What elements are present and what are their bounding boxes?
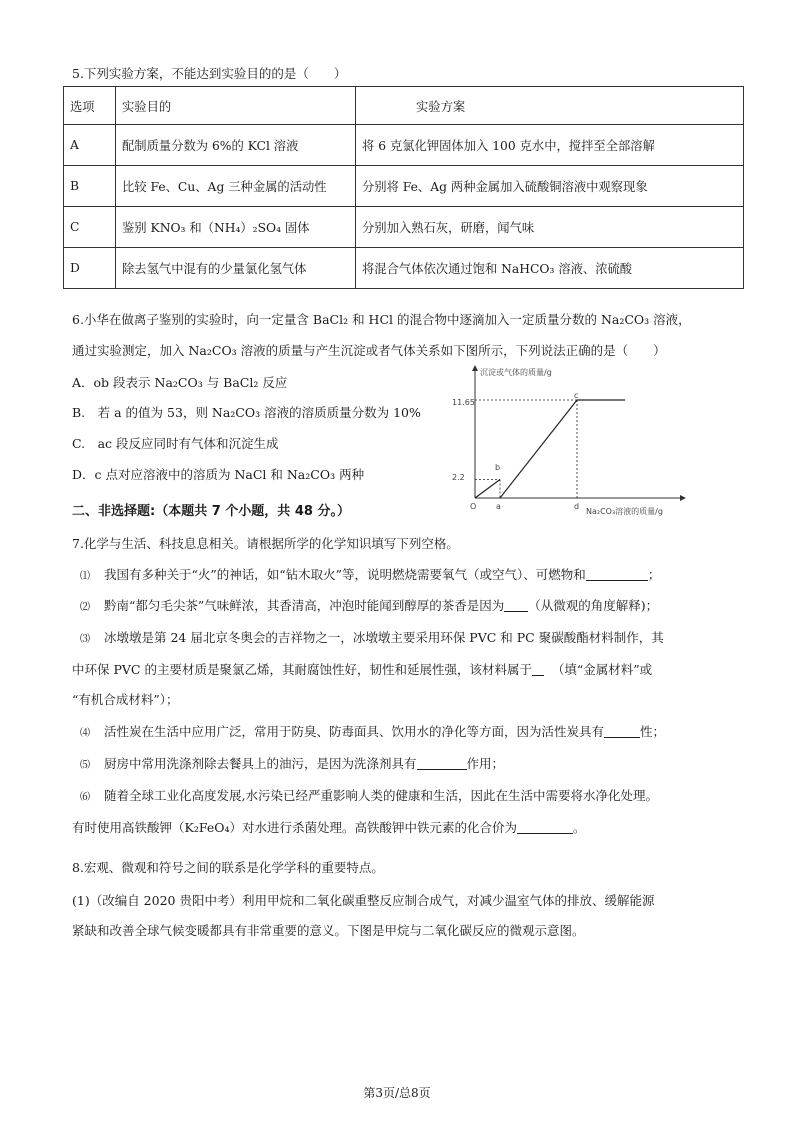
q7-item-after: ； (647, 567, 661, 582)
q7-item-after: 作用； (466, 756, 505, 771)
q5-row-goal: 除去氢气中混有的少量氯化氢气体 (116, 248, 356, 289)
q7-item-after: （填“金属材料”或 (551, 662, 653, 677)
answer-blank[interactable] (504, 598, 528, 612)
q5-row-plan: 分别加入熟石灰，研磨，闻气味 (356, 207, 744, 248)
q5-row-plan: 分别将 Fe、Ag 两种金属加入硫酸铜溶液中观察现象 (356, 166, 744, 207)
chart-x-tick: a (496, 502, 501, 511)
q7-item-number: ⑵ (80, 602, 90, 613)
q7-item-6 (80, 786, 658, 804)
q6-chart (440, 362, 700, 522)
table-row (64, 166, 744, 207)
q7-item-6-cont (72, 818, 586, 836)
q6-stem-line2: 通过实验测定，加入 Na₂CO₃ 溶液的质量与产生沉淀或者气体关系如下图所示，下列说法正确的是（ ） (72, 343, 666, 358)
q7-item-3-cont (72, 660, 652, 678)
q7-item-4 (80, 722, 665, 740)
q7-item-text: 厨房中常用洗涤剂除去餐具上的油污，是因为洗涤剂具有 (103, 756, 417, 771)
q7-item-after: 。 (573, 820, 586, 835)
chart-x-tick: O (470, 502, 477, 511)
q5-row-plan: 将混合气体依次通过饱和 NaHCO₃ 溶液、浓硫酸 (356, 248, 744, 289)
answer-blank[interactable] (417, 756, 467, 770)
q5-row-option: B (64, 166, 116, 207)
q7-item-after: 性； (640, 724, 666, 739)
q7-item-text: 我国有多种关于“火”的神话，如“钻木取火”等，说明燃烧需要氧气（或空气）、可燃物和 (103, 567, 586, 582)
q7-item-text: 活性炭在生活中应用广泛，常用于防臭、防毒面具、饮用水的净化等方面，因为活性炭具有 (103, 724, 604, 739)
answer-blank[interactable] (604, 724, 640, 738)
q7-item-after: （从微观的角度解释)； (528, 598, 659, 613)
q7-item-number: ⑴ (80, 571, 90, 582)
answer-blank[interactable] (532, 662, 544, 676)
q5-row-option: D (64, 248, 116, 289)
q5-table (63, 86, 744, 289)
q6-option-a: A．ob 段表示 Na₂CO₃ 与 BaCl₂ 反应 (72, 375, 288, 390)
q8-paragraph-1: (1)（改编自 2020 贵阳中考）利用甲烷和二氧化碳重整反应制合成气，对减少温室气体的排放、缓解能源 (72, 893, 655, 908)
q6-option-c: C. ac 段反应同时有气体和沉淀生成 (72, 436, 279, 451)
q7-item-number: ⑶ (80, 634, 90, 645)
q7-item-3-end: “有机合成材料”）； (72, 692, 179, 707)
q5-row-option: A (64, 125, 116, 166)
q7-item-5 (80, 754, 504, 772)
chart-x-tick: d (574, 502, 580, 511)
q6-option-d: D．c 点对应溶液中的溶质为 NaCl 和 Na₂CO₃ 两种 (72, 467, 365, 482)
q5-header-goal: 实验目的 (116, 87, 356, 125)
q5-row-option: C (64, 207, 116, 248)
q7-item-3 (80, 628, 664, 646)
q8-paragraph-2: 紧缺和改善全球气候变暖都具有非常重要的意义。下图是甲烷与二氧化碳反应的微观示意图。 (72, 923, 585, 938)
q5-header-row (64, 87, 744, 125)
chart-y-label: 沉淀或气体的质量/g (480, 368, 552, 377)
chart-x-label: Na₂CO₃溶液的质量/g (586, 507, 663, 516)
section-title: 二、非选择题:（本题共 7 个小题，共 48 分。） (72, 504, 350, 519)
chart-point-label: c (574, 391, 579, 400)
q7-stem: 7.化学与生活、科技息息相关。请根据所学的化学知识填写下列空格。 (72, 536, 459, 551)
q5-stem: 5.下列实验方案，不能达到实验目的的是（ ） (72, 66, 347, 81)
chart-y-tick: 2.2 (452, 473, 465, 482)
q5-header-option: 选项 (64, 87, 116, 125)
chart-series-line (500, 400, 577, 498)
q7-item-number: ⑷ (80, 728, 90, 739)
q6-stem-line1: 6.小华在做离子鉴别的实验时，向一定量含 BaCl₂ 和 HCl 的混合物中逐滴加入一定质量分数的 Na₂CO₃ 溶液， (72, 312, 691, 327)
q5-row-goal: 配制质量分数为 6%的 KCl 溶液 (116, 125, 356, 166)
chart-point-label: b (495, 463, 501, 472)
answer-blank[interactable] (517, 820, 573, 834)
q5-header-plan: 实验方案 (356, 87, 744, 125)
table-row (64, 248, 744, 289)
chart-y-tick: 11.65 (452, 398, 475, 407)
q6-option-b: B. 若 a 的值为 53，则 Na₂CO₃ 溶液的溶质质量分数为 10% (72, 405, 421, 420)
chart-series-line (475, 479, 500, 498)
table-row (64, 207, 744, 248)
q5-row-goal: 鉴别 KNO₃ 和（NH₄）₂SO₄ 固体 (116, 207, 356, 248)
q7-item-2 (80, 596, 658, 614)
q7-item-number: ⑹ (80, 792, 90, 803)
q7-item-text: 有时使用高铁酸钾（K₂FeO₄）对水进行杀菌处理。高铁酸钾中铁元素的化合价为 (72, 820, 517, 835)
page-footer: 第3页/总8页 (363, 1086, 431, 1100)
q7-item-text: 黔南“都匀毛尖茶”气味鲜浓，其香清高，冲泡时能闻到醇厚的茶香是因为 (103, 598, 505, 613)
q7-item-number: ⑸ (80, 760, 90, 771)
q5-row-plan: 将 6 克氯化钾固体加入 100 克水中，搅拌至全部溶解 (356, 125, 744, 166)
answer-blank[interactable] (586, 567, 648, 581)
q7-item-text: 随着全球工业化高度发展,水污染已经严重影响人类的健康和生活，因此在生活中需要将水净化处理。 (103, 788, 658, 803)
q5-row-goal: 比较 Fe、Cu、Ag 三种金属的活动性 (116, 166, 356, 207)
q7-item-text: 中环保 PVC 的主要材质是聚氯乙烯，其耐腐蚀性好，韧性和延展性强，该材料属于 (72, 662, 532, 677)
q8-stem: 8.宏观、微观和符号之间的联系是化学学科的重要特点。 (72, 860, 384, 875)
table-row (64, 125, 744, 166)
q7-item-text: 冰墩墩是第 24 届北京冬奥会的吉祥物之一，冰墩墩主要采用环保 PVC 和 PC 聚碳酸酯材料制作，其 (103, 630, 664, 645)
q7-item-1 (80, 565, 660, 583)
